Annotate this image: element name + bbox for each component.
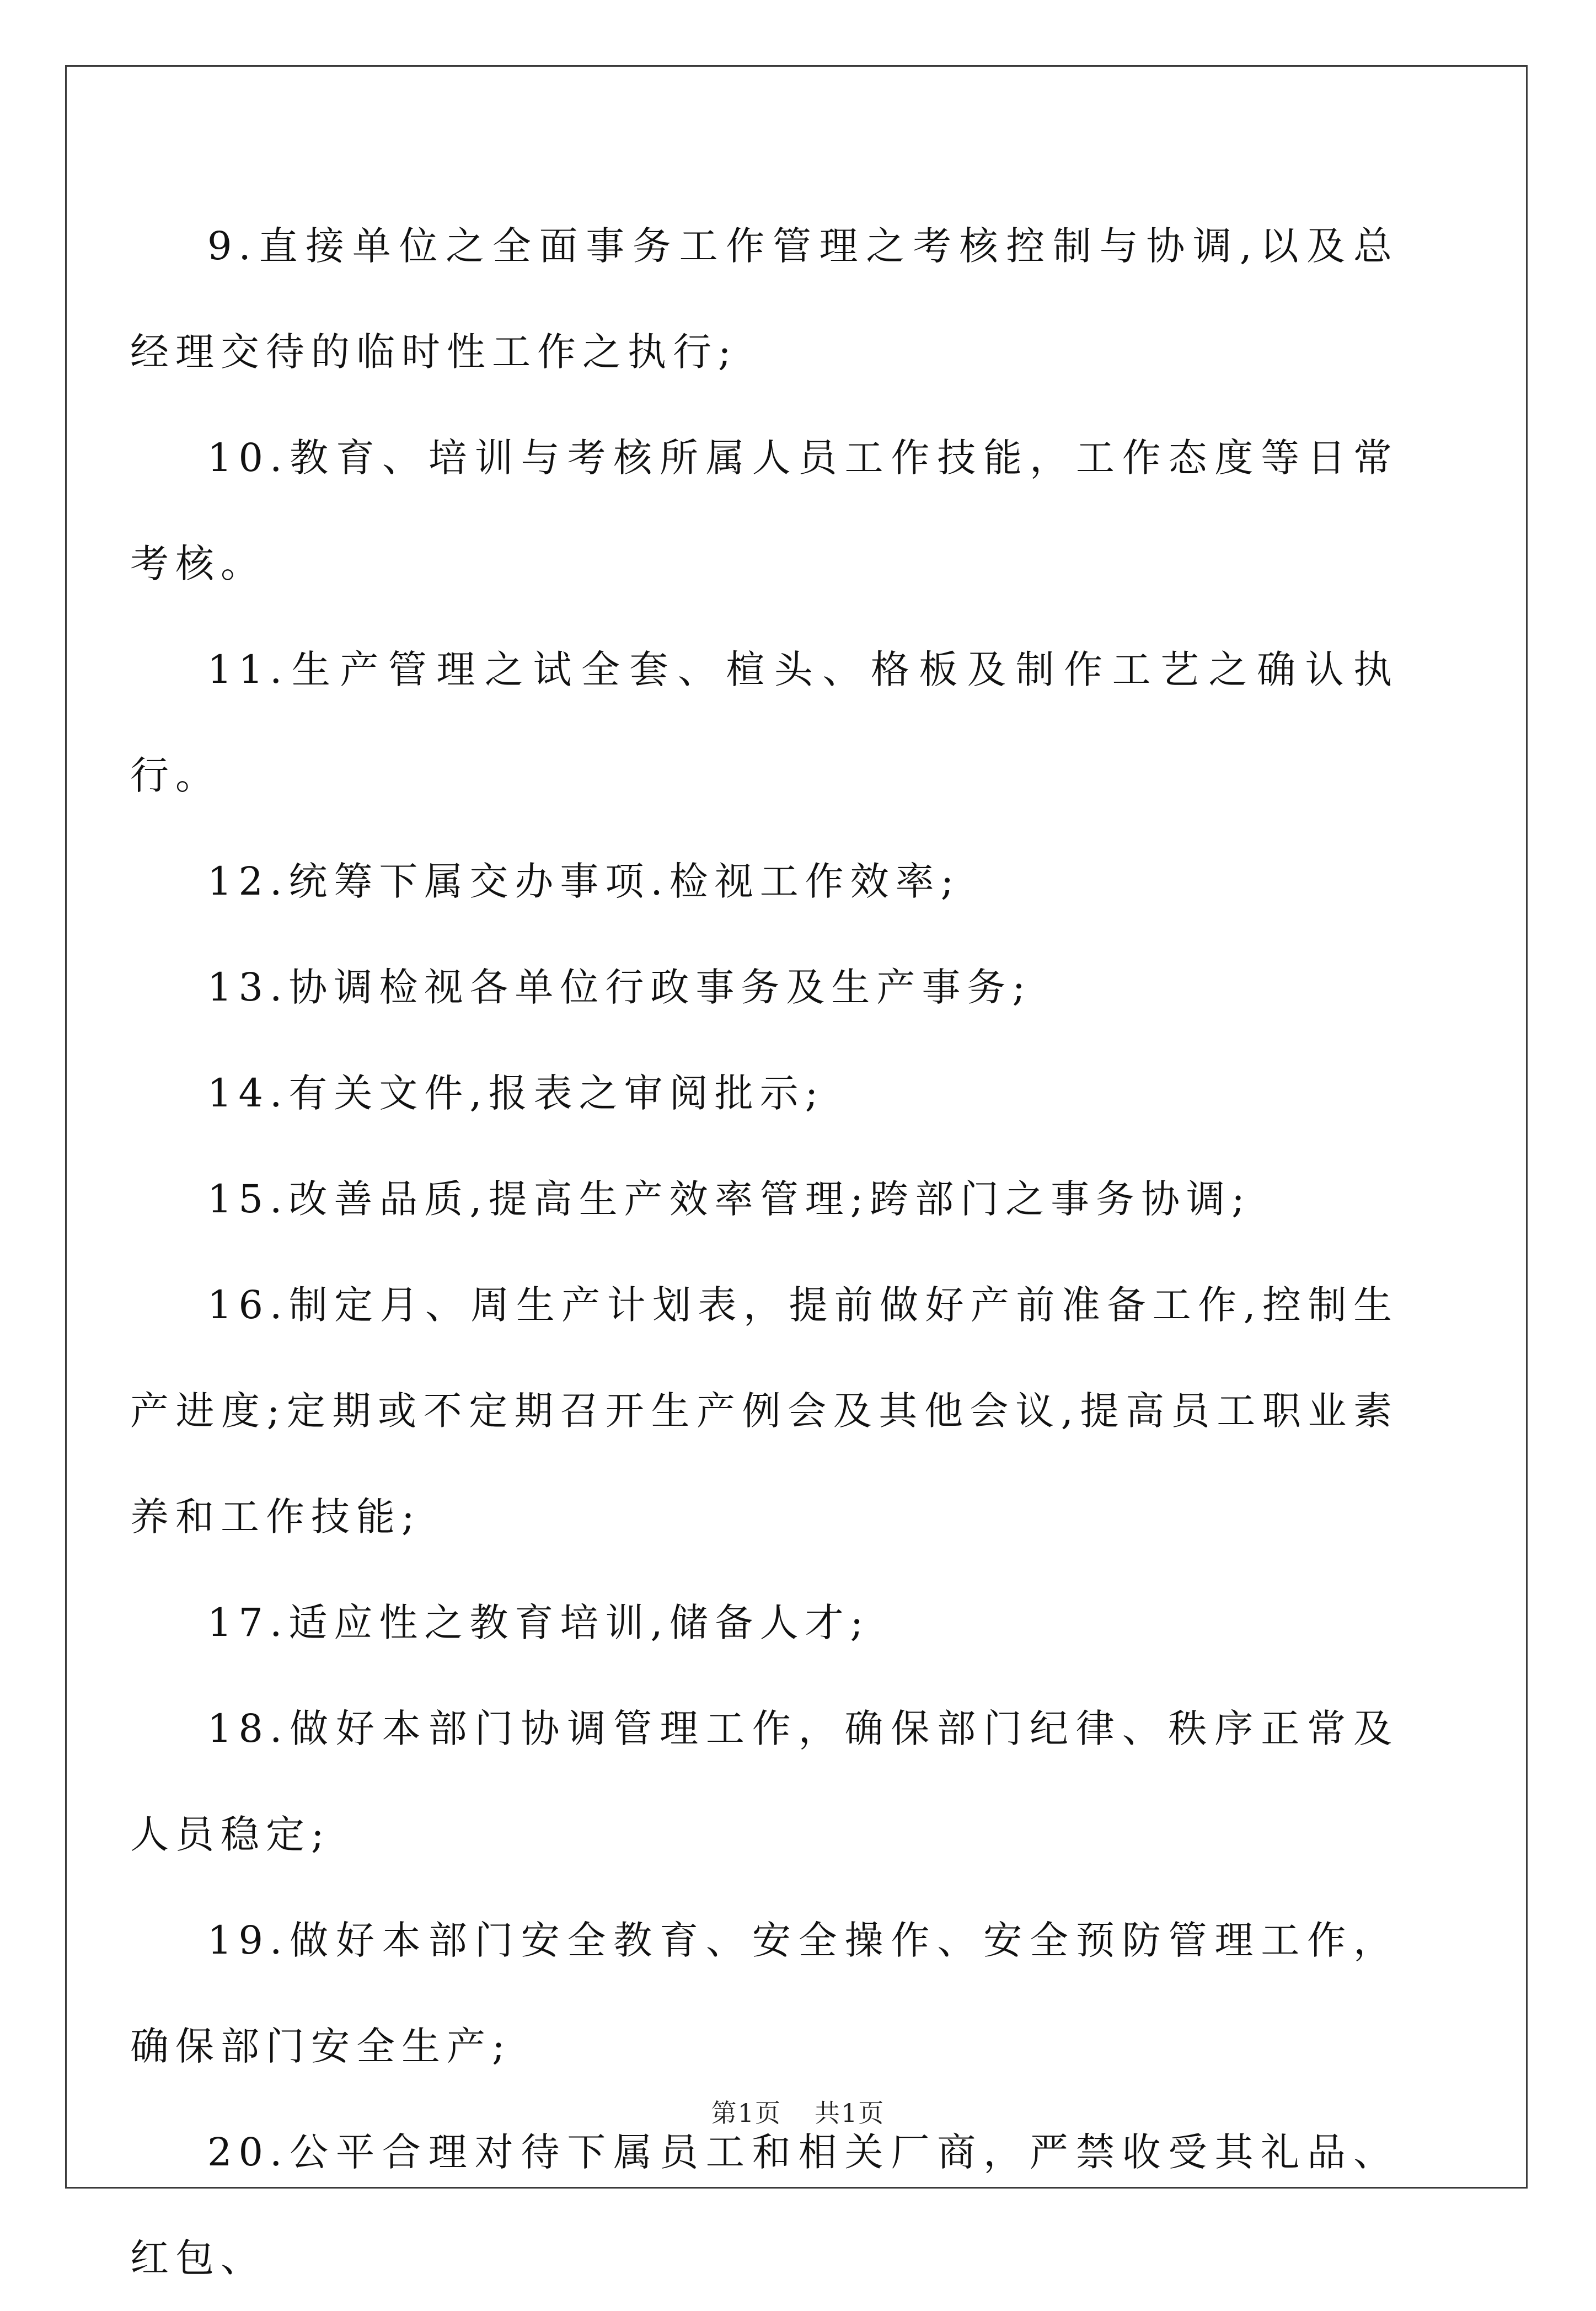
paragraph-20: 20.公平合理对待下属员工和相关厂商，严禁收受其礼品、红包、 [130, 2130, 1399, 2281]
paragraph-19: 19.做好本部门安全教育、安全操作、安全预防管理工作，确保部门安全生产; [130, 1918, 1399, 2069]
paragraph-18: 18.做好本部门协调管理工作，确保部门纪律、秩序正常及人员稳定; [130, 1706, 1399, 1857]
paragraph-12: 12.统筹下属交办事项.检视工作效率; [207, 859, 961, 904]
paragraph-16: 16.制定月、周生产计划表，提前做好产前准备工作,控制生产进度;定期或不定期召开生产例会及其他会议,提高员工职业素养和工作技能; [130, 1282, 1399, 1539]
paragraph-9: 9.直接单位之全面事务工作管理之考核控制与协调,以及总经理交待的临时性工作之执行; [130, 223, 1399, 375]
paragraph-15: 15.改善品质,提高生产效率管理;跨部门之事务协调; [207, 1176, 1251, 1222]
page-number-current: 第1页 [711, 2098, 781, 2128]
page-number-total: 共1页 [815, 2098, 885, 2128]
paragraph-17: 17.适应性之教育培训,储备人才; [207, 1600, 870, 1645]
paragraph-10: 10.教育、培训与考核所属人员工作技能，工作态度等日常考核。 [130, 435, 1399, 586]
paragraph-13: 13.协调检视各单位行政事务及生产事务; [207, 965, 1032, 1010]
paragraph-14: 14.有关文件,报表之审阅批示; [207, 1071, 825, 1116]
page-footer [0, 2093, 1596, 2130]
paragraph-11: 11.生产管理之试全套、楦头、格板及制作工艺之确认执行。 [130, 647, 1399, 798]
document-body [130, 193, 1399, 2311]
